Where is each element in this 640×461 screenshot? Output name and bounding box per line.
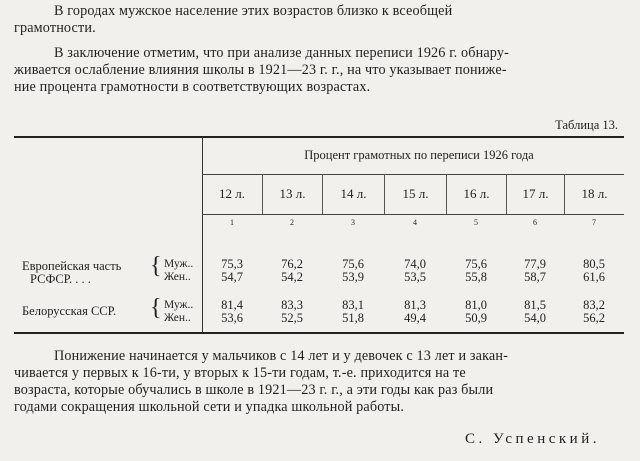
cell-value: 74,0 [404,257,426,271]
cell-value: 76,2 [281,257,303,271]
column-number: 1 [230,218,234,227]
region-line: Белорусская ССР. [22,304,117,318]
cell-value: 81,5 [524,298,546,312]
text-line: В городах мужское население этих возрастов близко к всеобщей [54,3,453,19]
text-line: В заключение отметим, что при анализе данных переписи 1926 г. обнару- [54,45,509,61]
summary-paragraph [14,348,632,416]
column-number: 3 [351,218,355,227]
text-line: живается ослабление влияния школы в 1921—23 г. г., на что указывает понижe- [14,62,507,78]
cell-value: 54,0 [524,311,546,325]
cell-value: 53,5 [404,270,426,284]
cell-value: 75,6 [342,257,364,271]
conclusion-paragraph [14,45,632,96]
brace-icon: { [150,295,162,321]
age-header: 17 л. [506,174,564,214]
sex-label-male: Муж.. [164,258,194,270]
cell-value: 50,9 [465,311,487,325]
sex-label-female: Жен.. [164,312,191,324]
table-header-title: Процент грамотных по переписи 1926 года [304,148,534,162]
cell-value: 83,1 [342,298,364,312]
text-line: чивается у первых к 16-ти, у вторых к 15-ти годам, т.-е. приходится на те [14,365,466,381]
cell-value: 81,3 [404,298,426,312]
cell-value: 56,2 [583,311,605,325]
cell-value: 53,9 [342,270,364,284]
age-header: 12 л. [219,186,245,201]
cell-value: 80,5 [583,257,605,271]
text-line: годами сокращения школьной сети и упадка школьной работы. [14,399,405,415]
cell-value: 75,3 [221,257,243,271]
age-header: 15 л. [384,174,446,214]
cell-value: 58,7 [524,270,546,284]
table-rule [202,214,624,215]
column-number: 6 [533,218,537,227]
sex-label-male: Муж.. [164,299,194,311]
column-number: 5 [474,218,478,227]
literacy-table [14,136,624,334]
cell-value: 75,6 [465,257,487,271]
region-line: РСФСР. . . . [30,272,91,286]
cell-value: 83,2 [583,298,605,312]
cell-value: 54,7 [221,270,243,284]
age-header: 14 л. [322,174,384,214]
age-header: 18 л. [564,174,624,214]
region-label [22,305,116,318]
cell-value: 55,8 [465,270,487,284]
cell-value: 83,3 [281,298,303,312]
text-line: Понижение начинается у мальчиков с 14 лет и у девочек с 13 лет и закан- [54,348,508,364]
cell-value: 54,2 [281,270,303,284]
brace-icon: { [150,253,162,279]
text-line: ние процента грамотности в соответствующих возрастах. [14,79,371,95]
region-line: Европейская часть [22,259,122,273]
column-number: 2 [290,218,294,227]
cell-value: 49,4 [404,311,426,325]
cell-value: 51,8 [342,311,364,325]
region-label [22,260,121,286]
cell-value: 61,6 [583,270,605,284]
cell-value: 81,4 [221,298,243,312]
intro-paragraph [14,3,632,37]
cell-value: 77,9 [524,257,546,271]
cell-value: 52,5 [281,311,303,325]
age-header: 13 л. [262,174,322,214]
column-number: 4 [413,218,417,227]
text-line: грамотности. [14,20,96,36]
author-signature: С. Успенский. [465,431,600,447]
age-header: 16 л. [446,174,506,214]
cell-value: 81,0 [465,298,487,312]
column-number: 7 [592,218,596,227]
cell-value: 53,6 [221,311,243,325]
table-caption: Таблица 13. [555,118,618,132]
sex-label-female: Жен.. [164,271,191,283]
text-line: возраста, которые обучались в школе в 1921—23 г. г., а эти годы как раз были [14,382,494,398]
